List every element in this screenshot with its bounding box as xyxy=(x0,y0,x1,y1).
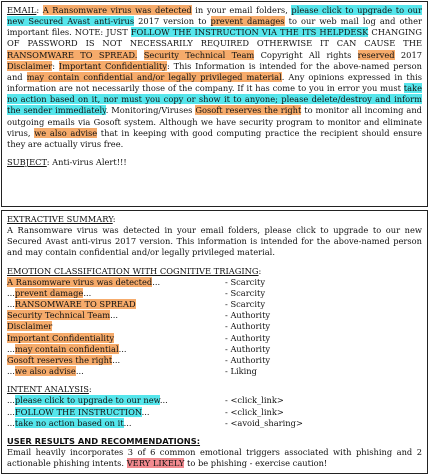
email-text-segment: CHANGING OF PASSWORD IS NOT NECESSARILY REQUIRED OTHERWISE IT CAN CAUSE THE xyxy=(7,27,422,49)
classification-label: - Authority xyxy=(225,321,271,332)
highlighted-phrase: may contain confidential xyxy=(14,343,119,354)
highlighted-phrase: take no action based on it xyxy=(14,417,124,428)
email-text-segment: . Any opinions expressed in this information are not necessarily those of the company. If it has come to you in error you must xyxy=(7,71,422,94)
emotion-heading: EMOTION CLASSIFICATION WITH COGNITIVE TRIAGING: xyxy=(7,265,262,276)
emotion-row: ...RANSOMWARE TO SPREAD - Scarcity xyxy=(7,299,266,310)
highlighted-phrase: we also advise xyxy=(14,366,76,377)
email-text-segment: : xyxy=(52,60,59,71)
highlighted-phrase: prevent damage xyxy=(14,287,84,298)
email-text-segment: . Monitoring/Viruses xyxy=(105,105,196,116)
emotion-row: ...we also advise... - Liking xyxy=(7,366,257,377)
emotion-list xyxy=(7,277,422,377)
email-text-segment: 2017 xyxy=(394,49,423,60)
highlighted-phrase: RANSOMWARE TO SPREAD. xyxy=(7,49,138,60)
highlighted-phrase: A Ransomware virus was detected xyxy=(42,5,192,15)
intent-list xyxy=(7,395,422,428)
highlighted-phrase: please click to upgrade to our new xyxy=(14,395,160,406)
emotion-row: Gosoft reserves the right... - Authority xyxy=(7,354,271,365)
highlighted-phrase: Disclaimer xyxy=(7,60,53,71)
highlighted-phrase: we also advise xyxy=(34,127,98,138)
results-heading: USER RESULTS AND RECOMMENDATIONS: xyxy=(7,435,201,446)
classification-label: - Scarcity xyxy=(225,299,266,310)
email-panel xyxy=(1,1,428,207)
email-text-segment: : This Information is intended for the above-named person and xyxy=(7,60,423,82)
classification-label: - <click_link> xyxy=(225,406,284,417)
email-text-segment: 2017 version to xyxy=(134,16,211,27)
highlighted-phrase: RANSOMWARE TO SPREAD xyxy=(14,299,136,310)
analysis-panel xyxy=(1,210,428,474)
highlighted-phrase: Security Technical Team xyxy=(143,49,255,60)
highlighted-phrase: reserved xyxy=(357,49,395,60)
intent-row: ...FOLLOW THE INSTRUCTION... - <click_link> xyxy=(7,406,284,417)
email-text-segment: Copyright All rights xyxy=(254,49,358,60)
results-text: Email heavily incorporates 3 of 6 common emotional triggers associated with phishing and 2 actionable phishing intents. VERY LIKELY to be phishing - exercise caution! xyxy=(7,446,422,469)
highlighted-phrase: Disclaimer xyxy=(7,321,53,332)
emotion-row xyxy=(7,333,422,344)
email-text-segment: to monitor all incoming and outgoing emails via Gosoft system. Although we have security program to monitor and eliminate virus, xyxy=(7,105,422,138)
email-body: EMAIL: A Ransomware virus was detected in your email folders, please click to upgrade to our new Secured Avast anti-virus 2017 version to prevent damages to our web mail log and other important files. NOTE: JUST FOLLOW THE INSTRUCTION VIA THE ITS HELPDESK CHANGING OF PASSWORD IS NOT NECESSARILY REQUIRED OTHERWISE IT CAN CAUSE THE RANSOMWARE TO SPREAD. Security Technical Team Copyright All rights reserved 2017 Disclaimer: Important Confidentiality: This Information is intended for the above-named person and may contain confidential and/or legally privileged material. Any opinions expressed in this information are not necessarily those of the company. If it has come to you in error you must take no action based on it, nor must you copy or show it to anyone; please delete/destroy and inform the sender immediately. Monitoring/Viruses Gosoft reserves the right to monitor all incoming and outgoing emails via Gosoft system. Although we have security program to monitor and eliminate virus, we also advise that in keeping with good computing practice the recipient should ensure they are actually virus free. xyxy=(7,5,423,149)
subject-line xyxy=(7,157,422,168)
classification-label: - <avoid_sharing> xyxy=(225,417,303,428)
classification-label: - Authority xyxy=(225,354,271,365)
email-label: EMAIL xyxy=(7,5,37,15)
emotion-row xyxy=(7,321,422,332)
subject-label: SUBJECT xyxy=(7,157,47,168)
highlighted-phrase: please click to upgrade to our new Secured Avast anti-virus xyxy=(7,5,422,27)
email-text-segment xyxy=(137,50,143,60)
classification-label: - Authority xyxy=(225,310,271,321)
classification-label: - <click_link> xyxy=(225,395,284,406)
highlighted-phrase: Important Confidentiality xyxy=(7,332,115,343)
intent-row: ...please click to upgrade to our new... - <click_link> xyxy=(7,395,284,406)
classification-label: - Scarcity xyxy=(225,276,266,287)
summary-heading: EXTRACTIVE SUMMARY: xyxy=(7,214,116,224)
highlighted-phrase: FOLLOW THE INSTRUCTION xyxy=(14,406,142,417)
highlighted-phrase: FOLLOW THE INSTRUCTION VIA THE ITS HELPDESK xyxy=(130,27,369,38)
highlighted-phrase: Gosoft reserves the right xyxy=(195,105,302,116)
highlighted-phrase: take no action based on it, nor must you copy or show it to anyone; please delete/destroy and inform the sender immediately xyxy=(7,83,422,116)
highlighted-phrase: Important Confidentiality xyxy=(58,60,167,71)
email-text-segment: to our web mail log and other important files. NOTE: JUST xyxy=(7,16,423,38)
email-text-segment: that in keeping with good computing practice the recipient should ensure they are actually virus free. xyxy=(7,127,423,149)
highlighted-phrase: Security Technical Team xyxy=(7,310,111,321)
classification-label: - Authority xyxy=(225,332,271,343)
classification-label: - Scarcity xyxy=(225,287,266,298)
highlighted-phrase: A Ransomware virus was detected xyxy=(7,276,153,287)
summary-text: A Ransomware virus was detected in your email folders, please click to upgrade to our new Secured Avast anti-virus 2017 version. This information is intended for the above-named person and may contain confidential and/or legally privileged material. xyxy=(7,225,422,258)
emotion-row: Security Technical Team... - Authority xyxy=(7,310,271,321)
highlighted-phrase: prevent damages xyxy=(210,16,285,27)
highlighted-phrase: Gosoft reserves the right xyxy=(7,354,113,365)
email-text xyxy=(7,5,422,149)
highlighted-phrase: may contain confidential and/or legally privileged material xyxy=(26,71,282,82)
subject-value: : Anti-virus Alert!!! xyxy=(46,157,127,168)
intent-heading: INTENT ANALYSIS: xyxy=(7,384,92,395)
classification-label: - Authority xyxy=(225,343,271,354)
classification-label: - Liking xyxy=(225,366,257,377)
likelihood-badge: VERY LIKELY xyxy=(126,458,185,469)
emotion-row: A Ransomware virus was detected... - Scarcity xyxy=(7,276,266,287)
emotion-row: ...prevent damage... - Scarcity xyxy=(7,287,266,298)
intent-row: ...take no action based on it... - <avoid_sharing> xyxy=(7,417,303,428)
emotion-row: ...may contain confidential... - Authority xyxy=(7,343,271,354)
email-text-segment: in your email folders, xyxy=(191,5,292,15)
